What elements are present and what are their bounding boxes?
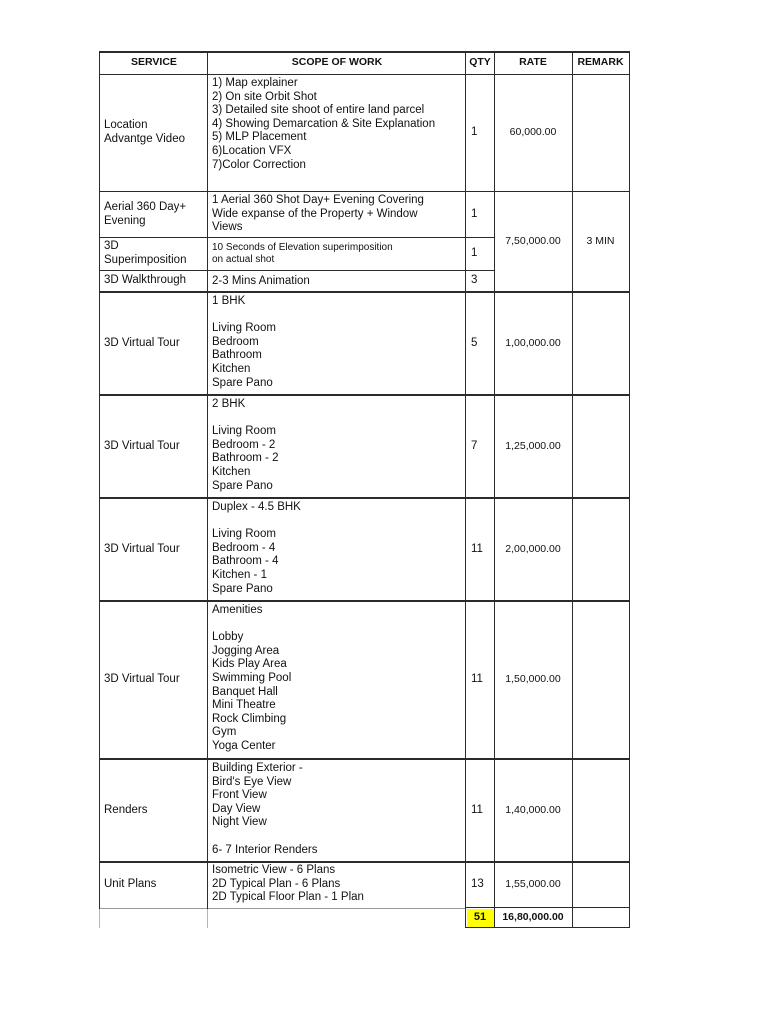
- row-scope: 2 BHK Living Room Bedroom - 2 Bathroom - 2 Kitchen Spare Pano: [212, 398, 279, 492]
- row-service: 3D Virtual Tour: [104, 336, 180, 349]
- row-scope: Isometric View - 6 Plans 2D Typical Plan - 6 Plans 2D Typical Floor Plan - 1 Plan: [212, 864, 364, 904]
- row-divider: [99, 394, 630, 396]
- col-divider: [207, 51, 208, 909]
- row-qty: 5: [471, 336, 478, 349]
- header-rate: RATE: [519, 56, 547, 69]
- row-divider: [99, 270, 495, 271]
- row-scope: Amenities Lobby Jogging Area Kids Play Area Swimming Pool Banquet Hall Mini Theatre Rock Climbing Gym Yoga Center: [212, 604, 292, 752]
- row-service: Unit Plans: [104, 878, 157, 891]
- total-qty: 51: [473, 911, 487, 924]
- row-scope: 2-3 Mins Animation: [212, 275, 310, 287]
- row-service: Aerial 360 Day+ Evening: [104, 200, 187, 227]
- row-rate: 2,00,000.00: [505, 542, 561, 555]
- header-qty: QTY: [469, 56, 491, 69]
- row-scope: 1 BHK Living Room Bedroom Bathroom Kitchen Spare Pano: [212, 295, 276, 389]
- row-scope: 1) Map explainer 2) On site Orbit Shot 3) Detailed site shoot of entire land parcel 4) Showing Demarcation & Site Explanation 5) MLP Placement 6)Location VFX 7)Color Correction: [212, 77, 436, 171]
- row-qty: 1: [471, 207, 478, 220]
- row-service: Renders: [104, 803, 148, 816]
- row-service: 3D Virtual Tour: [104, 542, 180, 555]
- row-divider: [99, 908, 466, 909]
- row-qty: 11: [471, 542, 483, 555]
- row-qty: 13: [471, 878, 484, 891]
- col-divider: [465, 51, 466, 928]
- row-divider: [99, 758, 630, 760]
- header-service: SERVICE: [131, 56, 177, 69]
- row-divider: [99, 191, 630, 192]
- row-rate: 1,25,000.00: [505, 439, 561, 452]
- total-rate: 16,80,000.00: [502, 911, 564, 924]
- table-border-bottom: [466, 927, 630, 928]
- merged-rate: 7,50,000.00: [505, 234, 561, 247]
- header-remark: REMARK: [577, 56, 624, 69]
- row-divider: [99, 497, 630, 499]
- row-rate: 1,50,000.00: [505, 673, 561, 686]
- col-divider: [99, 909, 100, 928]
- row-divider: [99, 74, 630, 75]
- col-divider: [207, 909, 208, 928]
- header-scope: SCOPE OF WORK: [291, 56, 383, 69]
- row-scope: 10 Seconds of Elevation superimposition on actual shot: [212, 242, 393, 265]
- row-divider: [99, 237, 495, 238]
- row-qty: 3: [471, 274, 478, 287]
- row-service: 3D Virtual Tour: [104, 673, 180, 686]
- row-service: 3D Walkthrough: [104, 274, 187, 287]
- col-divider: [494, 51, 495, 928]
- row-rate: 1,00,000.00: [505, 336, 561, 349]
- row-qty: 1: [471, 247, 478, 260]
- merged-remark: 3 MIN: [586, 234, 615, 247]
- col-divider: [99, 51, 100, 909]
- col-divider: [572, 51, 573, 928]
- row-rate: 1,55,000.00: [505, 878, 561, 891]
- row-service: Location Advantge Video: [104, 119, 185, 145]
- row-qty: 1: [471, 126, 478, 139]
- row-scope: Duplex - 4.5 BHK Living Room Bedroom - 4 Bathroom - 4 Kitchen - 1 Spare Pano: [212, 501, 301, 595]
- table-border-right: [629, 51, 630, 928]
- row-rate: 60,000.00: [509, 126, 557, 139]
- row-qty: 7: [471, 439, 478, 452]
- row-divider: [466, 907, 630, 908]
- row-scope: Building Exterior - Bird's Eye View Front View Day View Night View 6- 7 Interior Renders: [212, 762, 318, 856]
- row-qty: 11: [471, 803, 483, 816]
- row-divider: [99, 291, 630, 293]
- row-divider: [99, 600, 630, 602]
- row-service: 3D Virtual Tour: [104, 439, 180, 452]
- row-rate: 1,40,000.00: [505, 803, 561, 816]
- row-service: 3D Superimposition: [104, 240, 187, 266]
- table-border-top: [99, 51, 630, 53]
- row-scope: 1 Aerial 360 Shot Day+ Evening Covering Wide expanse of the Property + Window Views: [212, 194, 424, 234]
- row-qty: 11: [471, 673, 483, 686]
- row-divider: [99, 861, 630, 863]
